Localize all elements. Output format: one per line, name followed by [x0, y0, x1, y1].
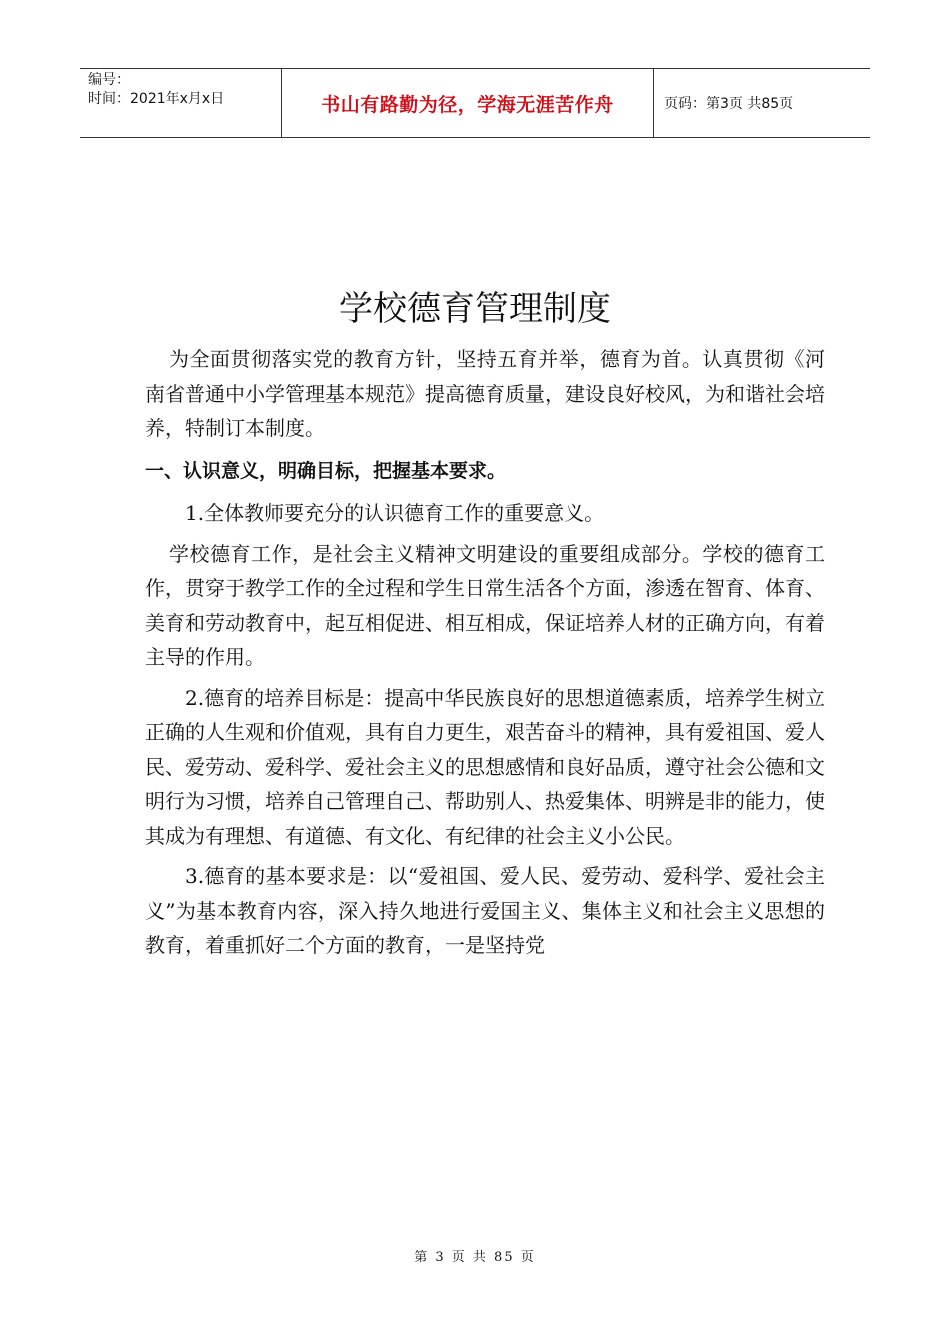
number-label: 编号： [88, 72, 130, 88]
point-2-paragraph: 2.德育的培养目标是：提高中华民族良好的思想道德素质，培养学生树立正确的人生观和价值观，具有自力更生，艰苦奋斗的精神，具有爱祖国、爱人民、爱劳动、爱科学、爱社会主义的思想感情和良好品质，遵守社会公德和文明行为习惯，培养自己管理自己、帮助别人、热爱集体、明辨是非的能力，使其成为有理想、有道德、有文化、有纪律的社会主义小公民。 [145, 685, 825, 848]
header-table [80, 68, 870, 138]
header-motto-cell [282, 69, 654, 137]
intro-paragraph: 为全面贯彻落实党的教育方针，坚持五育并举，德育为首。认真贯彻《河南省普通中小学管理基本规范》提高德育质量，建设良好校风，为和谐社会培养，特制订本制度。 [145, 347, 825, 440]
motto-text: 书山有路勤为径，学海无涯苦作舟 [321, 93, 614, 116]
page-footer: 第 3 页 共 85 页 [414, 1250, 536, 1265]
document-title: 学校德育管理制度 [339, 289, 611, 329]
point-1-paragraph: 学校德育工作，是社会主义精神文明建设的重要组成部分。学校的德育工作，贯穿于教学工作的全过程和学生日常生活各个方面，渗透在智育、体育、美育和劳动教育中，起互相促进、相互相成，保证培养人材的正确方向，有着主导的作用。 [145, 541, 825, 669]
point-3-paragraph: 3.德育的基本要求是：以“爱祖国、爱人民、爱劳动、爱科学、爱社会主义”为基本教育内容，深入持久地进行爱国主义、集体主义和社会主义思想的教育，着重抓好二个方面的教育，一是坚持党 [145, 864, 825, 957]
point-1-title: 1.全体教师要充分的认识德育工作的重要意义。 [185, 501, 605, 525]
header-meta-cell [80, 69, 282, 137]
document-body [145, 342, 825, 963]
date-label: 时间：2021年x月x日 [88, 91, 225, 107]
header-page-cell [654, 69, 870, 137]
section-heading: 一、认识意义，明确目标，把握基本要求。 [145, 459, 507, 482]
page-info: 页码：第3页 共85页 [664, 96, 794, 112]
